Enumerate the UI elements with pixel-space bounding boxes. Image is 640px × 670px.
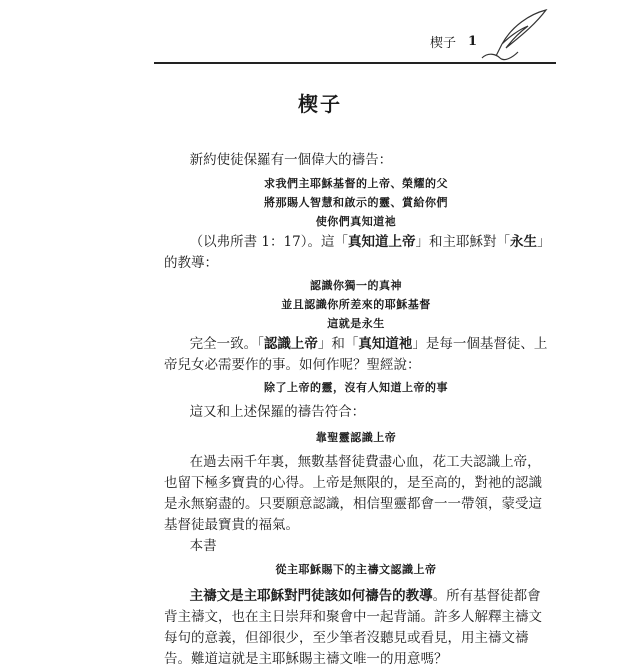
scripture-quote-ephesians [164, 174, 548, 231]
verse-line: 將那賜人智慧和啟示的靈、賞給你們 [264, 196, 448, 209]
verse-line: 並且認識你所差來的耶穌基督 [281, 298, 431, 311]
quill-pen-icon [478, 8, 548, 62]
verse-line: 認識你獨一的真神 [310, 279, 402, 292]
emphasis-text: 認識上帝 [263, 336, 318, 352]
emphasis-text: 真知道祂 [358, 336, 413, 352]
header-rule [154, 62, 556, 64]
highlight-quote-spirit: 靠聖靈認識上帝 [315, 431, 397, 444]
paragraph-this-book: 本書 [189, 538, 217, 554]
chapter-title: 楔子 [298, 92, 342, 116]
paragraph-knowing-god: 完全一致。「認識上帝」和「真知道祂」是每一個基督徒、上帝兒女必需要作的事。如何作呢？聖經說： [164, 336, 548, 373]
running-header-title: 楔子 [430, 36, 457, 51]
verse-line: 求我們主耶穌基督的上帝、榮耀的父 [264, 177, 448, 190]
verse-line: 這就是永生 [327, 317, 385, 330]
paragraph-history: 在過去兩千年裏，無數基督徒費盡心血，花工夫認識上帝，也留下極多寶貴的心得。上帝是無限的，是至高的，對祂的認識是永無窮盡的。只要願意認識，相信聖靈都會一一帶領，蒙受這基督徒最寶貴的福氣。 [164, 454, 542, 533]
emphasis-text: 真知道上帝 [347, 234, 416, 250]
scripture-quote-spirit: 除了上帝的靈，沒有人知道上帝的事 [264, 381, 448, 394]
book-theme-quote: 從主耶穌賜下的主禱文認識上帝 [275, 563, 437, 576]
paragraph-prayer-match: 這又和上述保羅的禱告符合： [189, 404, 366, 420]
verse-line: 使你們真知道祂 [315, 215, 397, 228]
paragraph-ephesians-ref: （以弗所書 1：17）。這「真知道上帝」和主耶穌對「永生」的教導： [164, 234, 544, 271]
scripture-quote-eternal-life [164, 276, 548, 333]
page-number: 1 [468, 34, 478, 49]
paragraph-intro: 新約使徒保羅有一個偉大的禱告： [189, 152, 393, 168]
paragraph-lords-prayer: 主禱文是主耶穌對門徒該如何禱告的教導。所有基督徒都會背主禱文，也在主日崇拜和聚會中一起背誦。許多人解釋主禱文每句的意義，但卻很少，至少筆者沒聽見或看見，用主禱文禱告。難道這就是主耶穌賜主禱文唯一的用意嗎？ [164, 588, 542, 667]
emphasis-text: 永生 [509, 234, 537, 250]
emphasis-text: 主禱文是主耶穌對門徒該如何禱告的教導 [189, 588, 433, 604]
